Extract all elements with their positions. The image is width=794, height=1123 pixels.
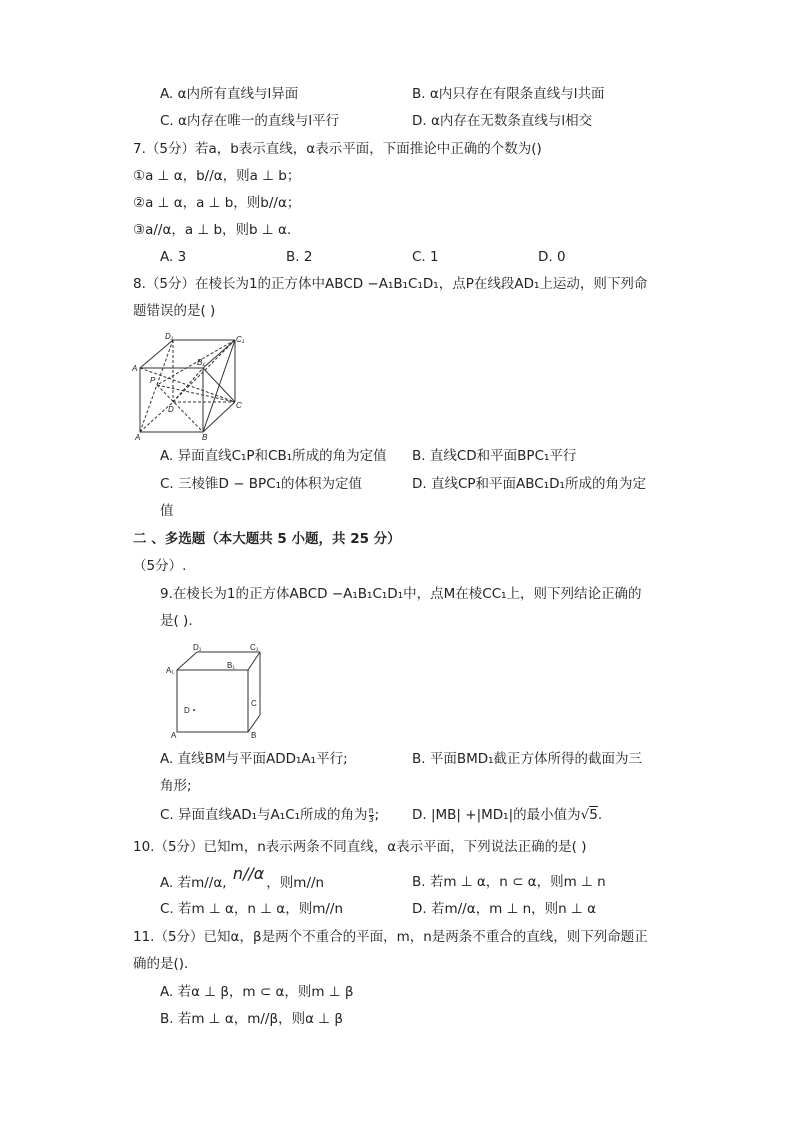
q8-cube-figure bbox=[130, 330, 250, 442]
q9-option-c-fraction bbox=[369, 807, 374, 824]
q10-option-d: D. 若m//α，m ⊥ n，则n ⊥ α bbox=[412, 901, 596, 917]
sqrt-symbol: √ bbox=[580, 807, 590, 823]
q10-option-b: B. 若m ⊥ α，n ⊂ α，则m ⊥ n bbox=[412, 874, 606, 890]
q8-label-b: B bbox=[202, 433, 208, 442]
q8-option-d-line2: 值 bbox=[160, 503, 174, 519]
q11-stem-line1: 11.（5分）已知α，β是两个不重合的平面，m，n是两条不重合的直线，则下列命题正 bbox=[133, 929, 648, 945]
q9-label-b: B bbox=[251, 731, 257, 739]
q8-label-b1: B₁ bbox=[197, 358, 205, 367]
q10-option-a-end: ，则m//n bbox=[266, 875, 325, 891]
q9-stem-line2: 是( ). bbox=[160, 613, 193, 629]
q9-cube-figure bbox=[165, 643, 275, 739]
q8-label-a1: A bbox=[132, 364, 138, 373]
q9-stem-line1: 9.在棱长为1的正方体ABCD −A₁B₁C₁D₁中，点M在棱CC₁上，则下列结论正确的 bbox=[160, 586, 642, 602]
q8-option-b: B. 直线CD和平面BPC₁平行 bbox=[412, 448, 577, 464]
q9-label-b1: B₁ bbox=[227, 661, 236, 670]
q6-option-c: C. α内存在唯一的直线与l平行 bbox=[160, 113, 340, 129]
q8-label-p: P bbox=[150, 376, 156, 385]
q7-option-a: A. 3 bbox=[160, 249, 187, 265]
q7-option-b: B. 2 bbox=[286, 249, 313, 265]
q8-stem-line2: 题错误的是( ) bbox=[133, 303, 216, 319]
q11-stem-line2: 确的是(). bbox=[133, 956, 189, 972]
q7-stem: 7.（5分）若a，b表示直线，α表示平面，下面推论中正确的个数为() bbox=[133, 141, 542, 157]
q8-label-d1: D₁ bbox=[165, 332, 174, 341]
q10-option-a-formula: n//α bbox=[232, 864, 265, 883]
q9-label-a1: A₁ bbox=[166, 666, 175, 675]
q6-option-d: D. α内存在无数条直线与l相交 bbox=[412, 113, 593, 129]
section-2-title: 二 、多选题（本大题共 5 小题，共 25 分） bbox=[133, 531, 401, 547]
q10-option-a bbox=[160, 864, 325, 892]
q9-label-a: A bbox=[171, 731, 177, 739]
q7-statement-2: ②a ⊥ α，a ⊥ b，则b//α； bbox=[133, 195, 301, 211]
section-2-score: （5分）. bbox=[133, 558, 187, 574]
q9-label-d: D bbox=[184, 706, 190, 715]
q11-option-a: A. 若α ⊥ β，m ⊂ α，则m ⊥ β bbox=[160, 984, 354, 1000]
q8-label-a: A bbox=[135, 433, 141, 442]
q7-option-c: C. 1 bbox=[412, 249, 439, 265]
q9-fraction-denominator: 3 bbox=[368, 814, 374, 824]
q8-option-c: C. 三棱锥D − BPC₁的体积为定值 bbox=[160, 476, 363, 492]
q9-option-b-line2: 角形; bbox=[160, 778, 192, 794]
q8-option-a: A. 异面直线C₁P和CB₁所成的角为定值 bbox=[160, 448, 387, 464]
q8-option-d-line1: D. 直线CP和平面ABC₁D₁所成的角为定 bbox=[412, 476, 646, 492]
q7-option-d: D. 0 bbox=[538, 249, 566, 265]
q8-label-c1: C₁ bbox=[236, 335, 245, 344]
q8-label-c: C bbox=[236, 401, 242, 410]
q9-option-b-line1: B. 平面BMD₁截正方体所得的截面为三 bbox=[412, 751, 643, 767]
q9-label-c1: C₁ bbox=[250, 643, 259, 652]
q9-option-c-text: C. 异面直线AD₁与A₁C₁所成的角为 bbox=[160, 807, 368, 823]
q8-stem-line1: 8.（5分）在棱长为1的正方体中ABCD −A₁B₁C₁D₁，点P在线段AD₁上运动，则下列命 bbox=[133, 276, 648, 292]
q9-option-d-radicand: 5 bbox=[589, 807, 598, 823]
q7-statement-1: ①a ⊥ α，b//α，则a ⊥ b； bbox=[133, 168, 301, 184]
q9-option-c bbox=[160, 806, 379, 824]
q9-option-d bbox=[412, 806, 602, 824]
q9-option-d-end: . bbox=[597, 807, 603, 823]
q10-option-a-text: A. 若m//α, bbox=[160, 875, 227, 891]
q11-option-b: B. 若m ⊥ α，m//β，则α ⊥ β bbox=[160, 1011, 343, 1027]
q9-option-d-text: D. |MB| +|MD₁|的最小值为 bbox=[412, 807, 581, 823]
q9-label-c: C bbox=[251, 699, 257, 708]
q7-statement-3: ③a//α，a ⊥ b，则b ⊥ α. bbox=[133, 222, 292, 238]
q9-option-a: A. 直线BM与平面ADD₁A₁平行; bbox=[160, 751, 348, 767]
q9-option-c-end: ; bbox=[374, 807, 380, 823]
q6-option-a: A. α内所有直线与l异面 bbox=[160, 86, 299, 102]
q10-stem: 10.（5分）已知m，n表示两条不同直线，α表示平面，下列说法正确的是( ) bbox=[133, 839, 587, 855]
q8-label-d: D bbox=[168, 405, 174, 414]
q9-label-d1: D₁ bbox=[193, 643, 202, 652]
q9-fraction-numerator: π bbox=[368, 805, 374, 815]
q6-option-b: B. α内只存在有限条直线与l共面 bbox=[412, 86, 605, 102]
q10-option-c: C. 若m ⊥ α，n ⊥ α，则m//n bbox=[160, 901, 344, 917]
